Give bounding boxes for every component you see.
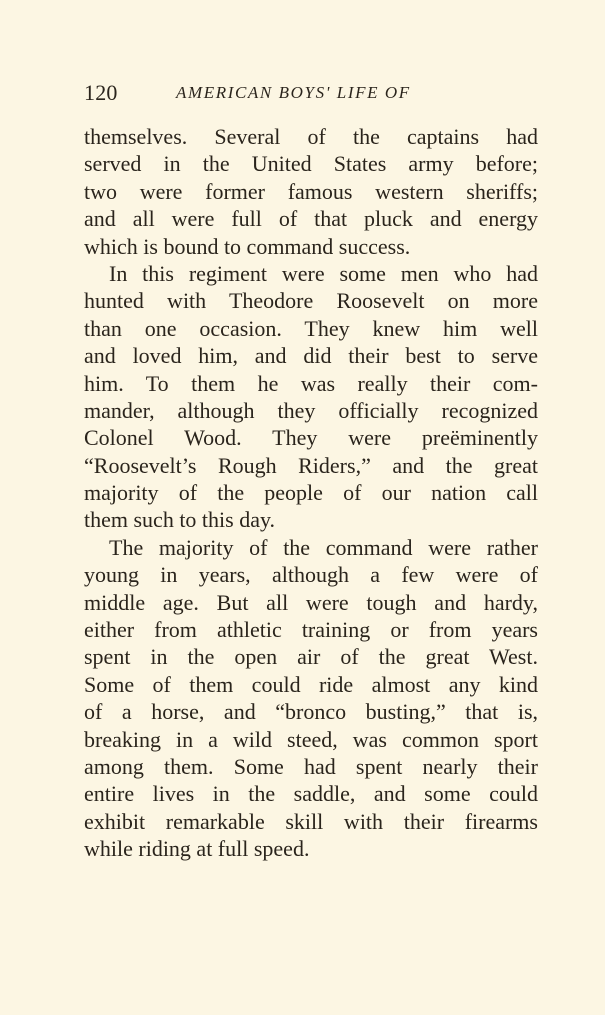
body-text [84, 123, 538, 863]
text-line: them such to this day. [84, 507, 276, 533]
text-line: served in the United States army before; [84, 151, 538, 177]
text-line: which is bound to command success. [84, 233, 411, 259]
text-line: The majority of the command were rather [109, 534, 538, 560]
text-line: spent in the open air of the great West. [84, 644, 538, 670]
text-line: middle age. But all were tough and hardy, [84, 589, 538, 615]
text-line: and all were full of that pluck and energy [84, 206, 538, 232]
paragraph-1 [84, 123, 538, 260]
text-line: either from athletic training or from years [84, 617, 538, 643]
text-line: than one occasion. They knew him well [84, 315, 538, 341]
running-title: AMERICAN BOYS' LIFE OF [176, 83, 411, 102]
text-line: of a horse, and “bronco busting,” that is, [84, 699, 538, 725]
text-line: Some of them could ride almost any kind [84, 671, 538, 697]
text-line: while riding at full speed. [84, 836, 310, 862]
text-line: themselves. Several of the captains had [84, 124, 538, 149]
text-line: among them. Some had spent nearly their [84, 753, 538, 779]
text-line: young in years, although a few were of [84, 562, 538, 588]
paragraph-3 [84, 534, 538, 863]
text-line: him. To them he was really their com- [84, 370, 538, 396]
text-line: two were former famous western sheriffs; [84, 178, 538, 204]
text-line: In this regiment were some men who had [109, 260, 538, 286]
text-line: “Roosevelt’s Rough Riders,” and the great [84, 452, 538, 478]
text-line: mander, although they officially recognized [84, 397, 538, 423]
paragraph-2 [84, 260, 538, 534]
text-line: and loved him, and did their best to serve [84, 343, 538, 369]
text-line: entire lives in the saddle, and some could [84, 781, 538, 807]
page-header [84, 80, 554, 110]
page-number: 120 [84, 80, 118, 105]
text-line: majority of the people of our nation call [84, 480, 538, 506]
text-line: hunted with Theodore Roosevelt on more [84, 288, 538, 314]
text-line: Colonel Wood. They were preëminently [84, 425, 538, 451]
text-line: breaking in a wild steed, was common sport [84, 726, 538, 752]
text-line: exhibit remarkable skill with their firearms [84, 808, 538, 834]
